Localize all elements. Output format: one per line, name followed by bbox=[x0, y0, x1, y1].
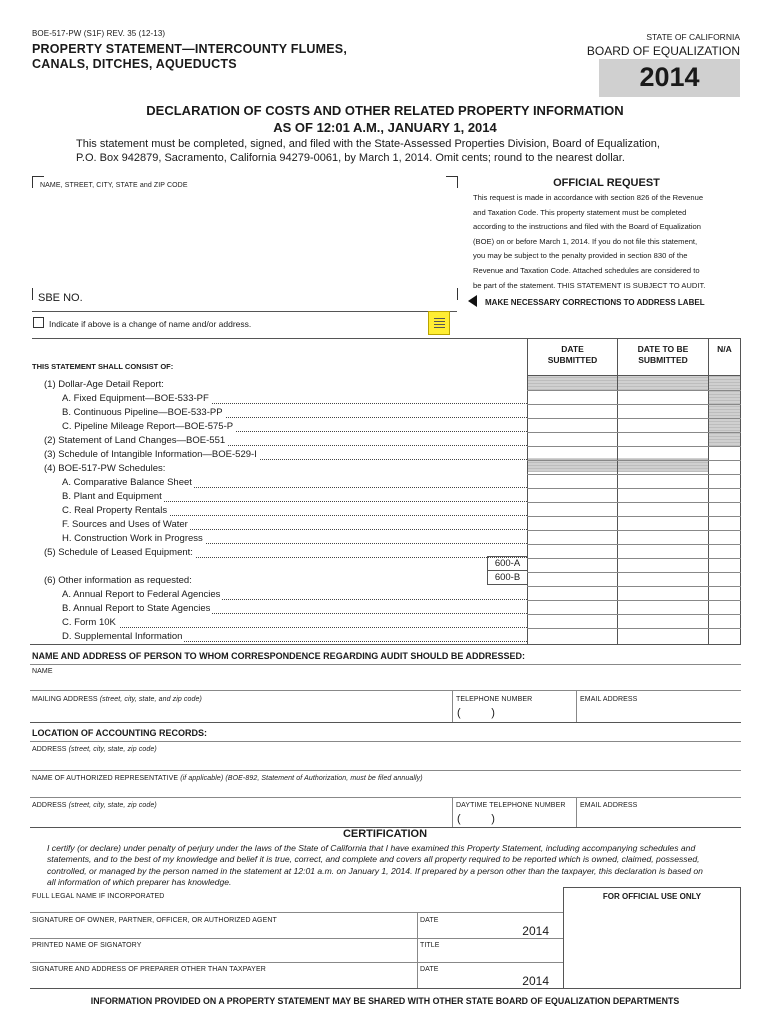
table-top-rule bbox=[32, 338, 741, 339]
address-label: NAME, STREET, CITY, STATE and ZIP CODE bbox=[40, 182, 188, 189]
corrections-label: MAKE NECESSARY CORRECTIONS TO ADDRESS LABEL bbox=[485, 298, 705, 307]
item-label: C. Form 10K bbox=[62, 617, 116, 628]
footer-notice: INFORMATION PROVIDED ON A PROPERTY STATEMENT MAY BE SHARED WITH OTHER STATE BOARD OF EQUALIZATION DEPARTMENTS bbox=[90, 996, 680, 1006]
preparer-signature-label: SIGNATURE AND ADDRESS OF PREPARER OTHER THAN TAXPAYER bbox=[32, 966, 266, 973]
section-rule bbox=[30, 741, 741, 742]
title-label: TITLE bbox=[420, 942, 440, 949]
daytime-telephone-field[interactable]: ( ) bbox=[457, 813, 495, 825]
mailing-address-hint: (street, city, state, and zip code) bbox=[99, 696, 202, 703]
item-label: (3) Schedule of Intangible Information—BOE-529-I bbox=[44, 449, 257, 460]
address-field[interactable] bbox=[32, 180, 452, 288]
rep-address-label-text: ADDRESS bbox=[32, 802, 67, 809]
list-item bbox=[30, 407, 527, 420]
sub-row-bottom bbox=[487, 584, 527, 585]
form-id: BOE-517-PW (S1F) REV. 35 (12-13) bbox=[32, 29, 166, 38]
table-row-rule bbox=[527, 614, 741, 615]
owner-signature-label: SIGNATURE OF OWNER, PARTNER, OFFICER, OR AUTHORIZED AGENT bbox=[32, 917, 277, 924]
official-use-right-rule bbox=[740, 887, 741, 988]
col-rule bbox=[576, 690, 577, 722]
list-item bbox=[30, 617, 527, 630]
col-header-to-be-line1: DATE TO BE bbox=[637, 344, 689, 354]
accounting-address-hint: (street, city, state, zip code) bbox=[68, 746, 157, 753]
table-row-rule bbox=[527, 474, 741, 475]
consist-label: THIS STATEMENT SHALL CONSIST OF: bbox=[32, 362, 174, 371]
address-corner-tr bbox=[457, 176, 458, 188]
official-use-label: FOR OFFICIAL USE ONLY bbox=[602, 892, 702, 901]
sig-rule bbox=[30, 988, 741, 989]
change-checkbox[interactable] bbox=[33, 317, 44, 328]
item-label: D. Supplemental Information bbox=[62, 631, 183, 642]
table-row-rule bbox=[527, 460, 741, 461]
list-item bbox=[30, 533, 527, 546]
sbe-no-label: SBE NO. bbox=[38, 292, 83, 304]
item-label: A. Fixed Equipment—BOE-533-PF bbox=[62, 393, 209, 404]
form-title-line1: PROPERTY STATEMENT—INTERCOUNTY FLUMES, bbox=[32, 42, 348, 56]
sig-rule bbox=[30, 962, 563, 963]
item-label: (6) Other information as requested: bbox=[44, 575, 192, 586]
shaded-cell bbox=[709, 376, 740, 446]
item-label: C. Real Property Rentals bbox=[62, 505, 168, 516]
official-use-top-rule bbox=[563, 887, 741, 888]
col-rule bbox=[576, 797, 577, 827]
item-label: (1) Dollar-Age Detail Report: bbox=[44, 379, 164, 390]
table-row-rule bbox=[527, 600, 741, 601]
col-rule bbox=[452, 690, 453, 722]
list-item bbox=[30, 589, 527, 602]
year-value: 2014 bbox=[639, 62, 700, 92]
official-request-line: (BOE) on or before March 1, 2014. If you do not file this statement, bbox=[473, 236, 698, 246]
table-row-rule bbox=[527, 418, 741, 419]
col-header-na: N/A bbox=[717, 344, 732, 354]
sub-row-top bbox=[487, 556, 527, 557]
table-row-rule bbox=[527, 544, 741, 545]
representative-label-text: NAME OF AUTHORIZED REPRESENTATIVE bbox=[32, 775, 179, 782]
correspondent-name-field[interactable] bbox=[30, 666, 741, 690]
date-label: DATE bbox=[420, 917, 439, 924]
official-request-line: Revenue and Taxation Code. Attached schedules are considered to bbox=[473, 265, 700, 275]
section-rule bbox=[30, 770, 741, 771]
official-request-line: be part of the statement. THIS STATEMENT IS SUBJECT TO AUDIT. bbox=[473, 280, 706, 290]
telephone-field[interactable]: ( ) bbox=[457, 707, 495, 719]
printed-name-label: PRINTED NAME OF SIGNATORY bbox=[32, 942, 142, 949]
item-label: A. Comparative Balance Sheet bbox=[62, 477, 192, 488]
table-row-rule bbox=[527, 446, 741, 447]
item-label: B. Continuous Pipeline—BOE-533-PP bbox=[62, 407, 223, 418]
certification-line: all information of which preparer has knowledge. bbox=[47, 876, 232, 887]
official-request-line: This request is made in accordance with section 826 of the Revenue bbox=[473, 193, 704, 202]
col-header-submitted-line1: DATE bbox=[561, 344, 584, 354]
representative-field[interactable] bbox=[30, 772, 741, 797]
rep-email-label: EMAIL ADDRESS bbox=[580, 802, 638, 809]
title-field[interactable] bbox=[419, 940, 561, 962]
table-row-rule bbox=[527, 572, 741, 573]
list-item bbox=[30, 449, 527, 462]
official-request-line: you may be subject to the penalty provided in section 830 of the bbox=[473, 251, 688, 261]
table-row-rule bbox=[527, 558, 741, 559]
change-label: Indicate if above is a change of name and/or address. bbox=[49, 319, 252, 329]
list-item bbox=[30, 505, 527, 518]
sig-rule bbox=[30, 938, 563, 939]
item-label: (4) BOE-517-PW Schedules: bbox=[44, 463, 166, 474]
full-legal-name-label: FULL LEGAL NAME IF INCORPORATED bbox=[32, 893, 165, 900]
item-label: A. Annual Report to Federal Agencies bbox=[62, 589, 221, 600]
official-request-line: and Taxation Code. This property statement must be completed bbox=[473, 207, 687, 217]
list-item bbox=[30, 421, 527, 434]
list-item bbox=[30, 547, 527, 560]
year-box bbox=[599, 59, 740, 97]
table-row-rule bbox=[527, 432, 741, 433]
address-corner-tl-h bbox=[32, 176, 44, 177]
list-item bbox=[30, 463, 527, 476]
list-item bbox=[30, 631, 527, 644]
certification-title: CERTIFICATION bbox=[342, 828, 428, 840]
printed-name-field[interactable] bbox=[30, 940, 416, 962]
list-item bbox=[30, 393, 527, 406]
item-label: (5) Schedule of Leased Equipment: bbox=[44, 547, 193, 558]
daytime-telephone-label: DAYTIME TELEPHONE NUMBER bbox=[456, 802, 566, 809]
form-title-line2: CANALS, DITCHES, AQUEDUCTS bbox=[32, 57, 237, 71]
official-request-line: according to the instructions and filed with the Board of Equalization bbox=[473, 222, 701, 232]
rep-email-field[interactable] bbox=[578, 811, 740, 826]
schedule-items bbox=[30, 378, 527, 648]
official-request-text bbox=[473, 191, 740, 293]
sub-600a-label: 600-A bbox=[494, 558, 521, 569]
preparer-signature-field[interactable] bbox=[30, 964, 416, 988]
col-line-4 bbox=[740, 338, 741, 644]
table-row-rule bbox=[527, 390, 741, 391]
signature-date-field[interactable]: 2014 bbox=[522, 924, 549, 938]
email-field[interactable] bbox=[578, 705, 740, 721]
preparer-date-field[interactable]: 2014 bbox=[522, 974, 549, 988]
sbe-corner-br bbox=[457, 288, 458, 300]
rep-address-hint: (street, city, state, zip code) bbox=[68, 802, 157, 809]
table-row-rule bbox=[527, 488, 741, 489]
arrow-left-icon bbox=[468, 295, 477, 307]
list-item bbox=[30, 477, 527, 490]
item-label: B. Plant and Equipment bbox=[62, 491, 162, 502]
col-header-submitted bbox=[528, 344, 617, 366]
accounting-address-label-text: ADDRESS bbox=[32, 746, 67, 753]
certification-line: statements, and to the best of my knowledge and belief it is true, correct, and complete and covers all property required to be reported which is owned, claimed, possessed, bbox=[47, 854, 700, 865]
section-rule bbox=[30, 690, 741, 691]
item-label: H. Construction Work in Progress bbox=[62, 533, 203, 544]
certification-text bbox=[47, 843, 737, 888]
name-label: NAME bbox=[32, 668, 53, 675]
date-label-2: DATE bbox=[420, 966, 439, 973]
accounting-heading: LOCATION OF ACCOUNTING RECORDS: bbox=[32, 728, 207, 738]
sig-rule bbox=[30, 912, 563, 913]
section-rule bbox=[30, 797, 741, 798]
table-row-rule bbox=[527, 516, 741, 517]
owner-signature-field[interactable] bbox=[30, 914, 416, 938]
table-row-rule bbox=[527, 404, 741, 405]
list-item bbox=[30, 435, 527, 448]
list-item bbox=[30, 379, 527, 392]
table-row-rule bbox=[527, 530, 741, 531]
list-item bbox=[30, 491, 527, 504]
sub-row-mid bbox=[487, 570, 527, 571]
certification-line: I certify (or declare) under penalty of perjury under the laws of the State of California that I have examined this Property Statement, including accompanying schedules and bbox=[47, 843, 696, 853]
official-request-title: OFFICIAL REQUEST bbox=[553, 177, 660, 189]
address-corner-tr-h bbox=[446, 176, 458, 177]
instruction-line1: This statement must be completed, signed, and filed with the State-Assessed Properties Division, Board of Equalization, bbox=[76, 138, 660, 150]
item-label: (2) Statement of Land Changes—BOE-551 bbox=[44, 435, 226, 446]
item-label: B. Annual Report to State Agencies bbox=[62, 603, 211, 614]
section-rule bbox=[30, 644, 741, 645]
table-row-rule bbox=[527, 502, 741, 503]
rep-address-field[interactable] bbox=[30, 799, 451, 827]
official-use-box bbox=[564, 903, 740, 988]
state-label: STATE OF CALIFORNIA bbox=[646, 32, 740, 42]
col-header-to-be-line2: SUBMITTED bbox=[638, 355, 688, 365]
shaded-cell bbox=[618, 376, 708, 390]
shaded-cell bbox=[528, 376, 617, 390]
list-item bbox=[30, 603, 527, 616]
col-header-to-be-submitted bbox=[618, 344, 708, 366]
board-label: BOARD OF EQUALIZATION bbox=[586, 44, 740, 58]
full-legal-name-field[interactable] bbox=[30, 890, 560, 912]
certification-line: controlled, or managed by the person named in the statement at 12:01 a.m. on January 1, 2014. If prepared by a person other than the taxpayer, this declaration is based on bbox=[47, 865, 703, 876]
col-header-submitted-line2: SUBMITTED bbox=[547, 355, 598, 365]
instruction-line2: P.O. Box 942879, Sacramento, California 94279-0061, by March 1, 2014. Omit cents; round to the nearest dollar. bbox=[76, 152, 625, 164]
mailing-address-label-text: MAILING ADDRESS bbox=[32, 696, 98, 703]
date-col-rule bbox=[417, 912, 418, 988]
mailing-address-field[interactable] bbox=[30, 692, 451, 722]
sbe-divider bbox=[32, 311, 457, 312]
note-icon[interactable] bbox=[428, 311, 450, 335]
email-label: EMAIL ADDRESS bbox=[580, 696, 638, 703]
declaration-date: AS OF 12:01 A.M., JANUARY 1, 2014 bbox=[273, 120, 497, 135]
list-item bbox=[30, 575, 527, 588]
table-row-rule bbox=[527, 586, 741, 587]
sub-600b-label: 600-B bbox=[494, 572, 521, 583]
col-rule bbox=[452, 797, 453, 827]
representative-hint: (if applicable) (BOE-892, Statement of Authorization, must be filed annually) bbox=[180, 775, 423, 782]
table-row-rule bbox=[527, 628, 741, 629]
declaration-title: DECLARATION OF COSTS AND OTHER RELATED PROPERTY INFORMATION bbox=[146, 103, 624, 118]
section-rule bbox=[30, 664, 741, 665]
section-rule bbox=[30, 722, 741, 723]
item-label: F. Sources and Uses of Water bbox=[62, 519, 188, 530]
telephone-label: TELEPHONE NUMBER bbox=[456, 696, 533, 703]
sbe-corner-bl bbox=[32, 288, 33, 300]
accounting-address-field[interactable] bbox=[30, 743, 741, 770]
correspondence-heading: NAME AND ADDRESS OF PERSON TO WHOM CORRESPONDENCE REGARDING AUDIT SHOULD BE ADDRESSED: bbox=[32, 651, 526, 661]
list-item bbox=[30, 519, 527, 532]
item-label: C. Pipeline Mileage Report—BOE-575-P bbox=[62, 421, 234, 432]
